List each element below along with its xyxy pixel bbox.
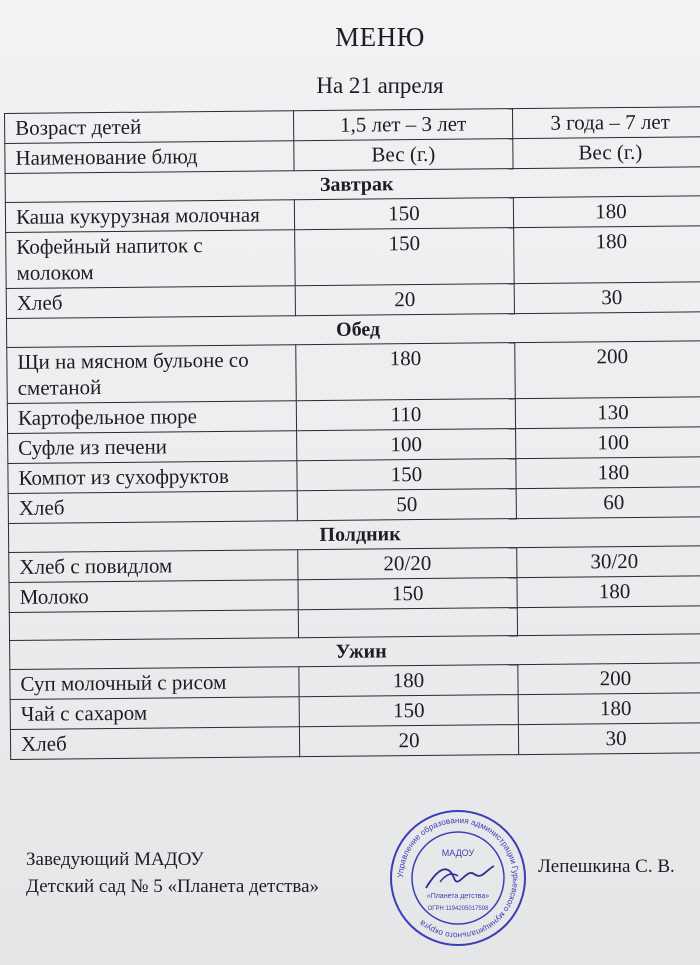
dish-name: Хлеб	[10, 727, 299, 760]
dish-weight-1: 150	[298, 578, 517, 610]
dish-row	[10, 723, 700, 760]
dish-weight-1: 180	[299, 665, 518, 697]
empty-cell	[9, 610, 298, 641]
dish-name: Молоко	[9, 580, 298, 613]
dish-weight-1: 100	[297, 429, 516, 461]
stamp-inner-text: МАДОУ	[441, 848, 475, 858]
age-label: Возраст детей	[5, 111, 294, 144]
signatory-name: Лепешкина С. В.	[538, 856, 675, 877]
menu-date: На 21 апреля	[316, 73, 444, 98]
dish-weight-1: 110	[296, 399, 515, 431]
signatory-position	[26, 846, 319, 900]
dish-weight-2: 180	[513, 196, 700, 228]
dish-weight-2: 30/20	[517, 546, 700, 578]
dish-weight-2: 60	[516, 487, 700, 519]
dish-weight-2: 180	[518, 693, 700, 725]
age-group-1: 1,5 лет – 3 лет	[293, 109, 512, 141]
dish-name: Суп молочный с рисом	[10, 667, 299, 700]
dish-weight-2: 130	[515, 397, 700, 429]
section-title: Полдник	[8, 517, 700, 553]
dish-row	[6, 226, 700, 289]
dish-weight-2: 200	[518, 663, 700, 695]
dish-name: Картофельное пюре	[7, 401, 296, 434]
dish-name-label: Наименование блюд	[5, 141, 294, 174]
official-stamp	[388, 808, 528, 948]
dish-weight-2: 200	[515, 341, 700, 399]
dish-name: Щи на мясном бульоне со сметаной	[7, 345, 297, 404]
dish-weight-1: 150	[294, 198, 513, 230]
dish-weight-2: 180	[517, 576, 700, 608]
dish-weight-1: 150	[297, 459, 516, 491]
empty-cell	[298, 608, 517, 638]
dish-weight-2: 30	[514, 282, 700, 314]
dish-weight-1: 20/20	[298, 548, 517, 580]
section-title: Обед	[6, 312, 700, 348]
stamp-seal-text: «Планета детства»	[426, 893, 490, 900]
menu-table	[4, 106, 700, 760]
stamp-ogrn: ОГРН 1194205017598	[427, 906, 489, 912]
dish-weight-1: 20	[295, 284, 514, 316]
dish-name: Суфле из печени	[8, 431, 297, 464]
dish-name: Хлеб	[8, 491, 297, 524]
dish-name: Кофейный напиток с молоком	[6, 230, 296, 289]
weight-label-1: Вес (г.)	[294, 139, 513, 171]
handwritten-signature	[426, 866, 494, 888]
dish-weight-1: 180	[296, 343, 516, 401]
empty-cell	[517, 606, 700, 636]
dish-weight-1: 150	[299, 695, 518, 727]
section-title: Завтрак	[5, 167, 700, 203]
dish-name: Каша кукурузная молочная	[5, 200, 294, 233]
position-line-1: Заведующий МАДОУ	[26, 849, 204, 870]
page-title: МЕНЮ	[335, 22, 425, 52]
dish-weight-1: 150	[295, 228, 515, 286]
dish-weight-2: 180	[516, 457, 700, 489]
dish-name: Компот из сухофруктов	[8, 461, 297, 494]
dish-weight-1: 50	[297, 489, 516, 521]
stamp-outer-ring	[391, 811, 525, 945]
section-title: Ужин	[10, 634, 700, 670]
dish-name: Хлеб	[6, 286, 295, 319]
dish-weight-2: 100	[516, 427, 700, 459]
dish-row	[7, 341, 700, 404]
dish-weight-1: 20	[299, 725, 518, 757]
dish-name: Хлеб с повидлом	[9, 550, 298, 583]
stamp-ring-text: Управление образования администрации Гурьевского муниципального округа	[395, 815, 521, 941]
position-line-2: Детский сад № 5 «Планета детства»	[26, 876, 320, 897]
dish-weight-2: 180	[514, 226, 700, 284]
dish-name: Чай с сахаром	[10, 697, 299, 730]
dish-weight-2: 30	[518, 723, 700, 755]
age-group-2: 3 года – 7 лет	[512, 107, 700, 139]
weight-label-2: Вес (г.)	[513, 137, 700, 169]
